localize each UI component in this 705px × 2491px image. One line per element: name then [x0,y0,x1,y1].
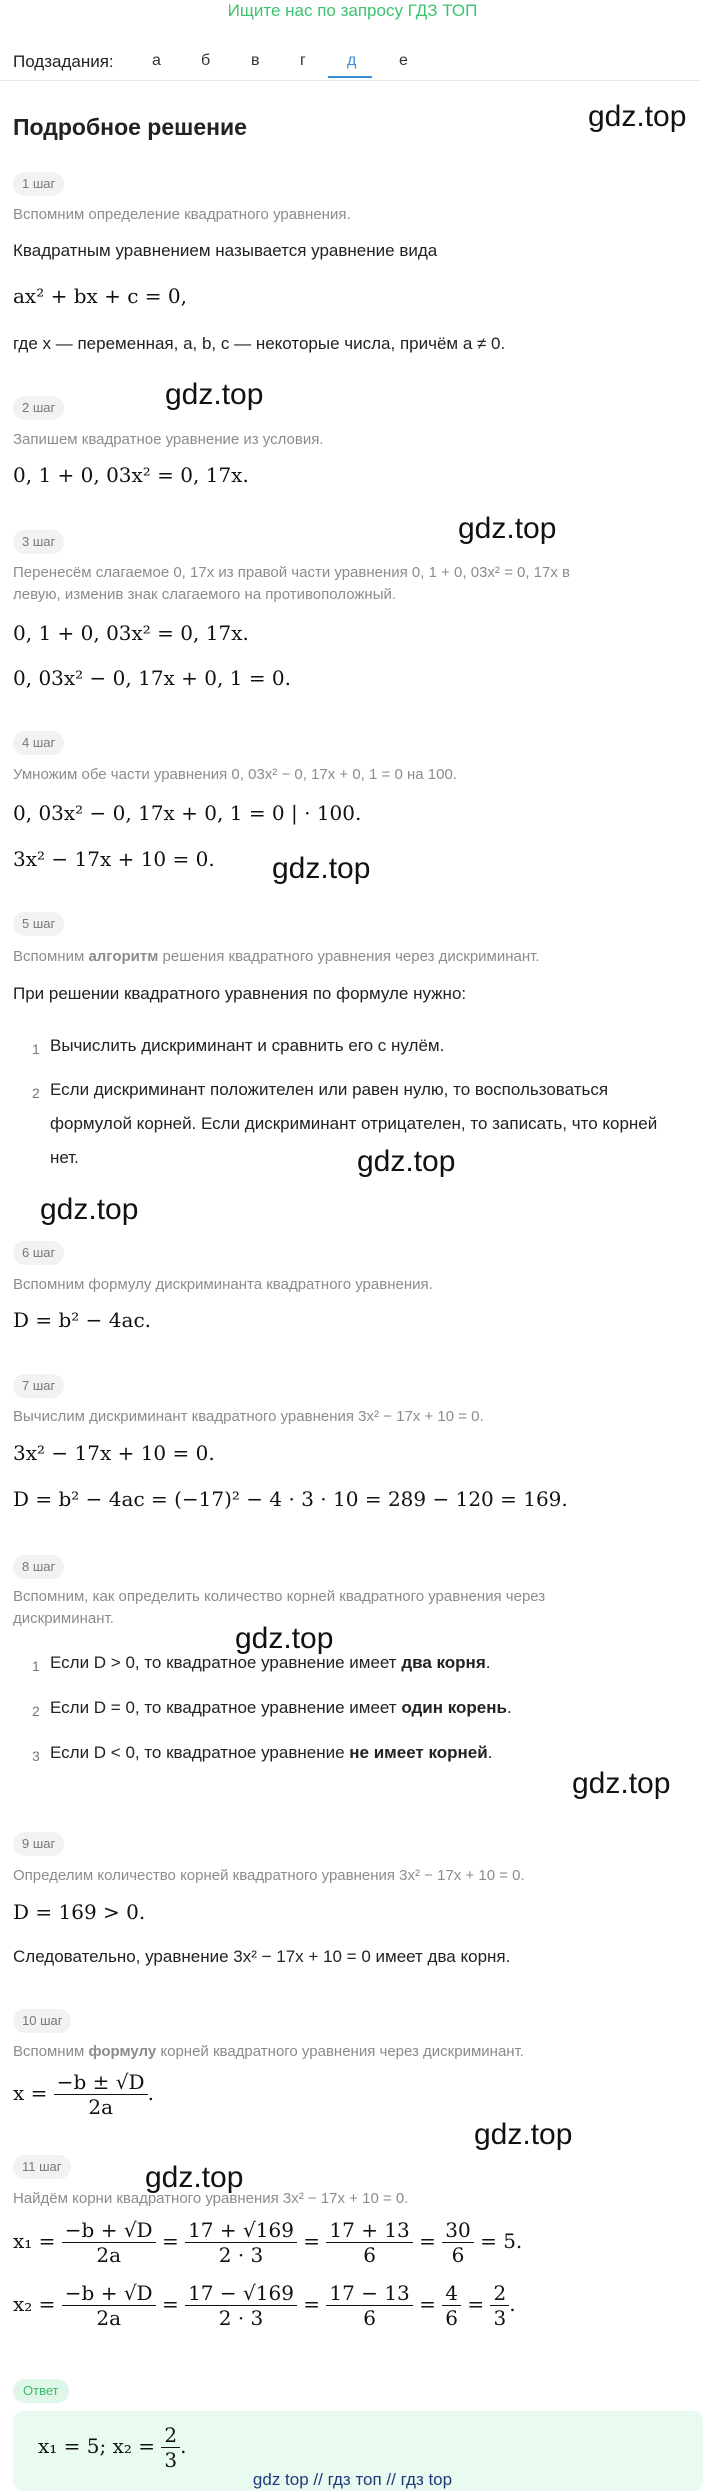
watermark: gdz.top [165,378,264,411]
step-hint: Перенесём слагаемое 0, 17x из правой части уравнения 0, 1 + 0, 03x² = 0, 17x в [13,564,570,581]
step-badge: 4 шаг [13,731,64,755]
step-badge: 5 шаг [13,912,64,936]
list-number: 2 [32,1703,40,1719]
step-hint: Вспомним алгоритм решения квадратного уравнения через дискриминант. [13,948,540,965]
step-badge: 6 шаг [13,1241,64,1265]
list-number: 1 [32,1041,40,1057]
formula: 0, 1 + 0, 03x² = 0, 17x. [13,463,249,487]
step-badge: 9 шаг [13,1832,64,1856]
watermark: gdz.top [458,512,557,545]
formula: 0, 1 + 0, 03x² = 0, 17x. [13,621,249,645]
list-item: Если D > 0, то квадратное уравнение имеет два корня. [50,1653,491,1672]
list-item: Если дискриминант положителен или равен нулю, то воспользоваться формулой корней. Если дискриминант отрицателен, то записать, что корней нет. [50,1080,658,1167]
step-badge: 2 шаг [13,396,64,420]
step-hint: Найдём корни квадратного уравнения 3x² − 17x + 10 = 0. [13,2190,409,2207]
step-text: Следовательно, уравнение 3x² − 17x + 10 = 0 имеет два корня. [13,1947,511,1966]
list-number: 3 [32,1748,40,1764]
step-hint: Вычислим дискриминант квадратного уравнения 3x² − 17x + 10 = 0. [13,1408,484,1425]
step-hint: Умножим обе части уравнения 0, 03x² − 0, 17x + 0, 1 = 0 на 100. [13,766,457,783]
step-hint: Запишем квадратное уравнение из условия. [13,431,324,448]
page-title: Подробное решение [13,114,247,140]
formula: 3x² − 17x + 10 = 0. [13,847,215,871]
list-number: 1 [32,1658,40,1674]
step-badge: 10 шаг [13,2009,71,2033]
tab-d[interactable]: д [347,52,357,69]
watermark: gdz.top [572,1767,671,1800]
tab-b[interactable]: б [201,52,211,69]
list-number: 2 [32,1085,40,1101]
formula: 0, 03x² − 0, 17x + 0, 1 = 0. [13,666,292,690]
step-badge: 1 шаг [13,172,64,196]
formula-x2: x₂ = $\frac{-b + √D}{2a}$ = $\frac{17 - √169}{2 \cdot 3}$ = $\frac{17 - 13}{6}$ = $\frac{4}{6}$ = $\frac{2}{3}$ . [13,2281,516,2330]
watermark: gdz.top [40,1193,139,1226]
divider [0,80,700,81]
step-badge: 3 шаг [13,530,64,554]
footer-links[interactable]: gdz top // гдз топ // гдз top [252,2470,453,2489]
tab-a[interactable]: а [152,52,161,69]
formula: D = b² − 4ac. [13,1308,152,1332]
formula: x = $\frac{-b \pm √D}{2a}$ . [13,2070,154,2119]
formula: D = b² − 4ac = (−17)² − 4 · 3 · 10 = 289 − 120 = 169. [13,1487,568,1511]
formula: 3x² − 17x + 10 = 0. [13,1441,215,1465]
watermark: gdz.top [235,1622,334,1655]
step-badge: 8 шаг [13,1555,64,1579]
watermark: gdz.top [588,100,687,133]
search-hint-link[interactable]: Ищите нас по запросу ГДЗ ТОП [227,1,478,20]
watermark: gdz.top [272,852,371,885]
answer-formula: x₁ = 5; x₂ = $\frac{2}{3}$ . [38,2423,187,2472]
list-item: Если D = 0, то квадратное уравнение имеет один корень. [50,1698,512,1717]
formula: 0, 03x² − 0, 17x + 0, 1 = 0 | · 100. [13,801,362,825]
formula: ax² + bx + c = 0, [13,284,188,308]
watermark: gdz.top [145,2161,244,2194]
step-hint: Определим количество корней квадратного уравнения 3x² − 17x + 10 = 0. [13,1867,525,1884]
step-hint: Вспомним определение квадратного уравнения. [13,206,351,223]
list-item: Если D < 0, то квадратное уравнение не имеет корней. [50,1743,493,1762]
step-hint: левую, изменив знак слагаемого на противоположный. [13,586,397,603]
step-hint: Вспомним, как определить количество корней квадратного уравнения через [13,1588,546,1605]
tab-e[interactable]: е [399,52,408,69]
step-hint: дискриминант. [13,1610,114,1627]
step-text: Квадратным уравнением называется уравнение вида [13,241,438,260]
formula: D = 169 > 0. [13,1900,146,1924]
step-hint: Вспомним формулу дискриминанта квадратного уравнения. [13,1276,433,1293]
watermark: gdz.top [357,1145,456,1178]
step-text: При решении квадратного уравнения по формуле нужно: [13,984,467,1003]
step-note: где x — переменная, a, b, c — некоторые числа, причём a ≠ 0. [13,334,506,353]
active-tab-indicator [328,76,372,78]
subtasks-label: Подзадания: [13,52,114,71]
list-item: Вычислить дискриминант и сравнить его с нулём. [50,1036,445,1055]
step-badge: 11 шаг [13,2155,71,2179]
answer-badge: Ответ [13,2379,69,2403]
tab-v[interactable]: в [251,52,260,69]
formula-x1: x₁ = $\frac{-b + √D}{2a}$ = $\frac{17 + √169}{2 \cdot 3}$ = $\frac{17 + 13}{6}$ = $\frac{30}{6}$ = 5. [13,2218,523,2267]
tab-g[interactable]: г [300,52,306,69]
step-hint: Вспомним формулу корней квадратного уравнения через дискриминант. [13,2043,524,2060]
step-badge: 7 шаг [13,1374,64,1398]
watermark: gdz.top [474,2118,573,2151]
